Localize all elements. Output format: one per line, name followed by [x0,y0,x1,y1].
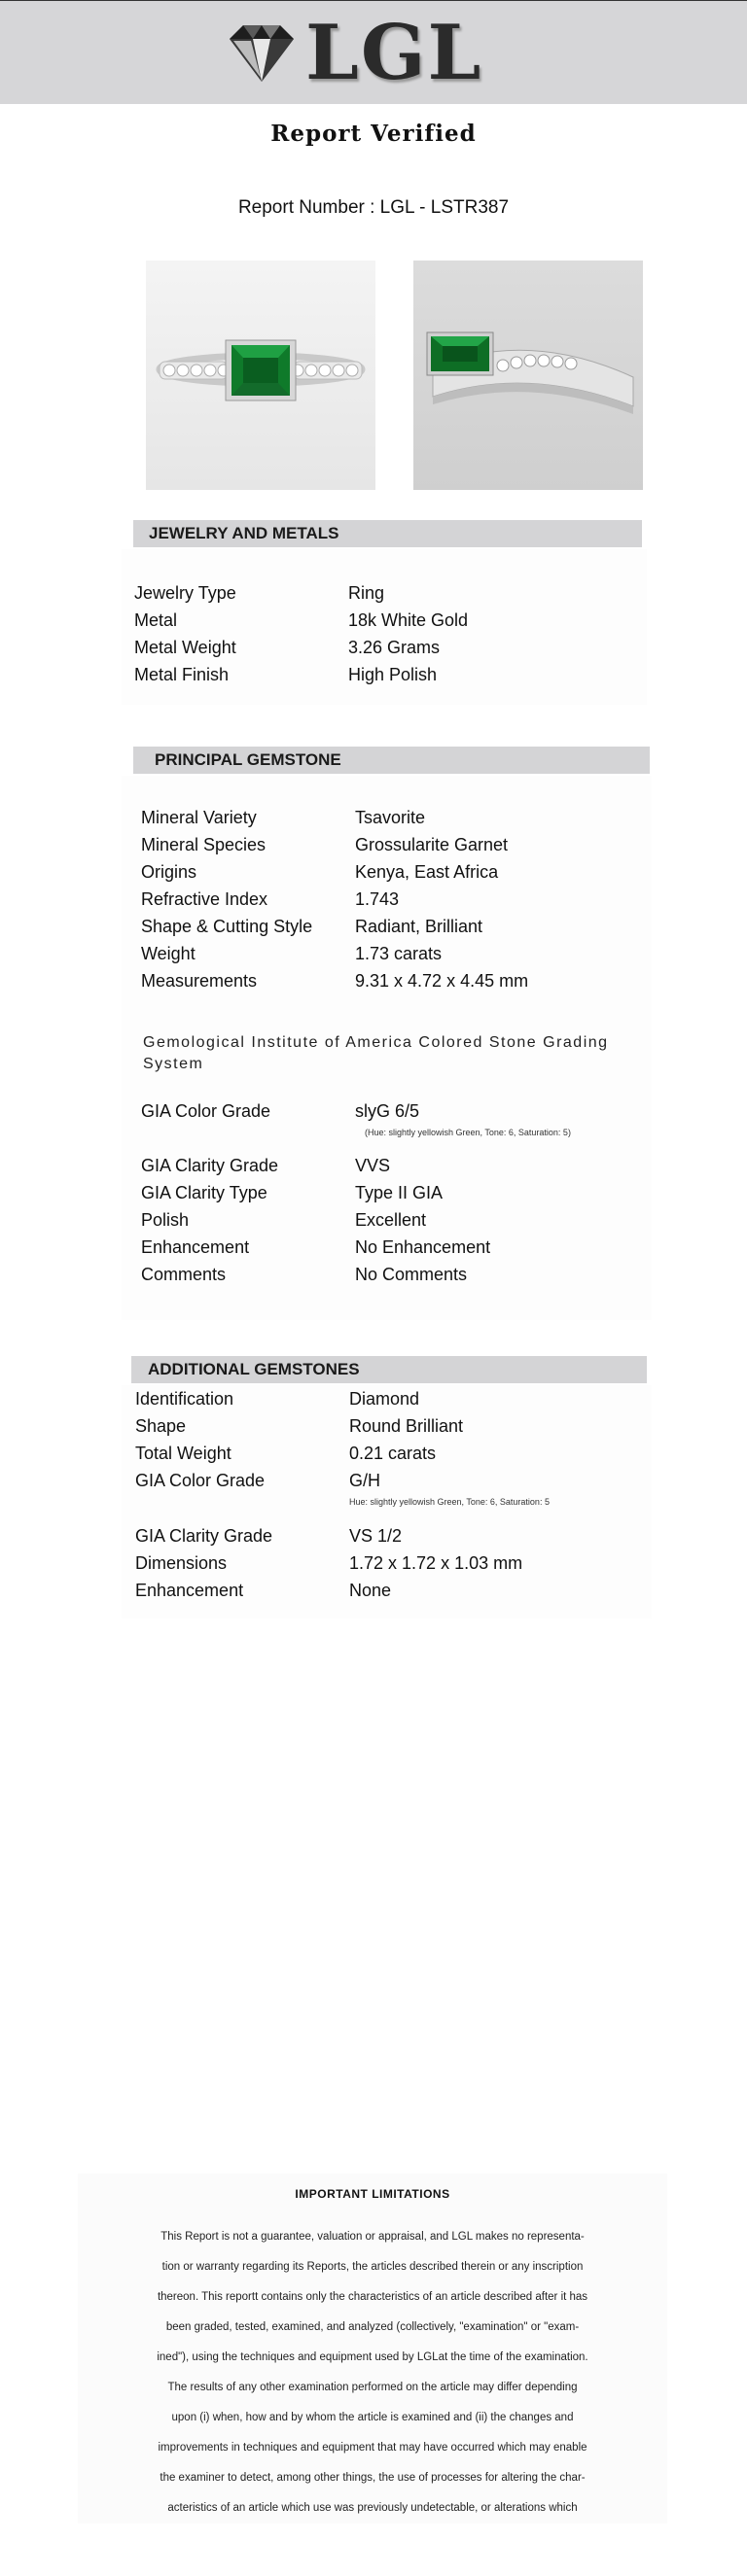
limitations-panel [78,2174,667,2524]
principal-value: VVS [355,1156,391,1175]
principal-label: Mineral Species [141,835,267,854]
principal-value: Radiant, Brilliant [355,917,483,936]
principal-value: No Enhancement [355,1237,491,1257]
additional-value: 0.21 carats [349,1444,437,1463]
logo-text: LGL [305,9,483,97]
limitations-line: ined"), using the techniques and equipment used by LGLat the time of the examination. [157,2351,588,2363]
principal-panel [122,776,652,1320]
limitations-title: IMPORTANT LIMITATIONS [295,2187,450,2201]
additional-label: GIA Clarity Grade [135,1526,273,1546]
principal-value: Type II GIA [355,1183,444,1202]
jewelry-panel [122,549,647,705]
jewelry-value: 3.26 Grams [348,638,441,657]
additional-section-heading: ADDITIONAL GEMSTONES [131,1356,647,1383]
jewelry-section-heading: JEWELRY AND METALS [133,520,642,547]
additional-label: Identification [135,1389,234,1409]
principal-label: Enhancement [141,1237,250,1257]
jewelry-label: Jewelry Type [134,583,236,603]
principal-value: 1.73 carats [355,944,443,963]
limitations-line: The results of any other examination performed on the article may differ depending [167,2382,578,2393]
limitations-line: This Report is not a guarantee, valuation or appraisal, and LGL makes no representa- [160,2231,585,2243]
principal-value: Kenya, East Africa [355,862,499,882]
limitations-line: the examiner to detect, among other things, the use of processes for altering the char- [160,2472,586,2484]
principal-label: Comments [141,1265,227,1284]
ring-photo-front [146,261,375,490]
additional-label: Total Weight [135,1444,231,1463]
principal-section-heading: PRINCIPAL GEMSTONE [133,747,650,774]
principal-label: GIA Clarity Type [141,1183,267,1202]
principal-value: Excellent [355,1210,427,1230]
jewelry-label: Metal [134,610,178,630]
additional-value: Diamond [349,1389,420,1409]
jewelry-label: Metal Finish [134,665,230,684]
additional-value: Round Brilliant [349,1416,464,1436]
limitations-line: improvements in techniques and equipment that may have occurred which may enable [158,2442,587,2454]
jewelry-value: High Polish [348,665,438,684]
diamond-logo-icon [226,23,298,84]
gia-system-title: Gemological Institute of America Colored Stone Grading System [143,1034,609,1072]
additional-value: None [349,1581,392,1600]
limitations-line: tion or warranty regarding its Reports, the articles described therein or any inscription [161,2261,584,2273]
color-grade-note: (Hue: slightly yellowish Green, Tone: 6, Saturation: 5) [365,1128,571,1137]
principal-label: Weight [141,944,196,963]
report-number: Report Number : LGL - LSTR387 [237,197,510,218]
limitations-line: thereon. This reportt contains only the characteristics of an article described after it has [157,2291,588,2303]
principal-label: Shape & Cutting Style [141,917,313,936]
principal-value: 1.743 [355,889,400,909]
additional-value: VS 1/2 [349,1526,403,1546]
principal-label: Refractive Index [141,889,268,909]
ring-photo-side [413,261,643,490]
jewelry-label: Metal Weight [134,638,236,657]
principal-label: Origins [141,862,197,882]
principal-value: slyG 6/5 [355,1101,420,1121]
principal-value: Grossularite Garnet [355,835,509,854]
limitations-line: acteristics of an article which use was previously undetectable, or alterations which [167,2502,578,2514]
limitations-line: been graded, tested, examined, and analyzed (collectively, "examination" or "exam- [165,2321,580,2333]
principal-label: GIA Color Grade [141,1101,271,1121]
additional-label: Dimensions [135,1553,228,1573]
lgl-logo [226,9,483,97]
jewelry-value: 18k White Gold [348,610,469,630]
header-banner [0,0,747,104]
page-title: Report Verified [270,121,477,147]
additional-label: Enhancement [135,1581,244,1600]
limitations-line: upon (i) when, how and by whom the article is examined and (ii) the changes and [171,2412,574,2423]
principal-label: Mineral Variety [141,808,257,827]
principal-value: No Comments [355,1265,468,1284]
limitations-text [105,2222,640,2524]
principal-label: GIA Clarity Grade [141,1156,279,1175]
additional-color-note: Hue: slightly yellowish Green, Tone: 6, Saturation: 5 [349,1497,550,1507]
principal-label: Polish [141,1210,190,1230]
additional-panel [122,1385,652,1619]
additional-label: GIA Color Grade [135,1471,266,1490]
additional-value: 1.72 x 1.72 x 1.03 mm [349,1553,523,1573]
principal-value: 9.31 x 4.72 x 4.45 mm [355,971,529,991]
jewelry-value: Ring [348,583,385,603]
principal-label: Measurements [141,971,258,991]
additional-value: G/H [349,1471,381,1490]
additional-label: Shape [135,1416,187,1436]
principal-value: Tsavorite [355,808,426,827]
